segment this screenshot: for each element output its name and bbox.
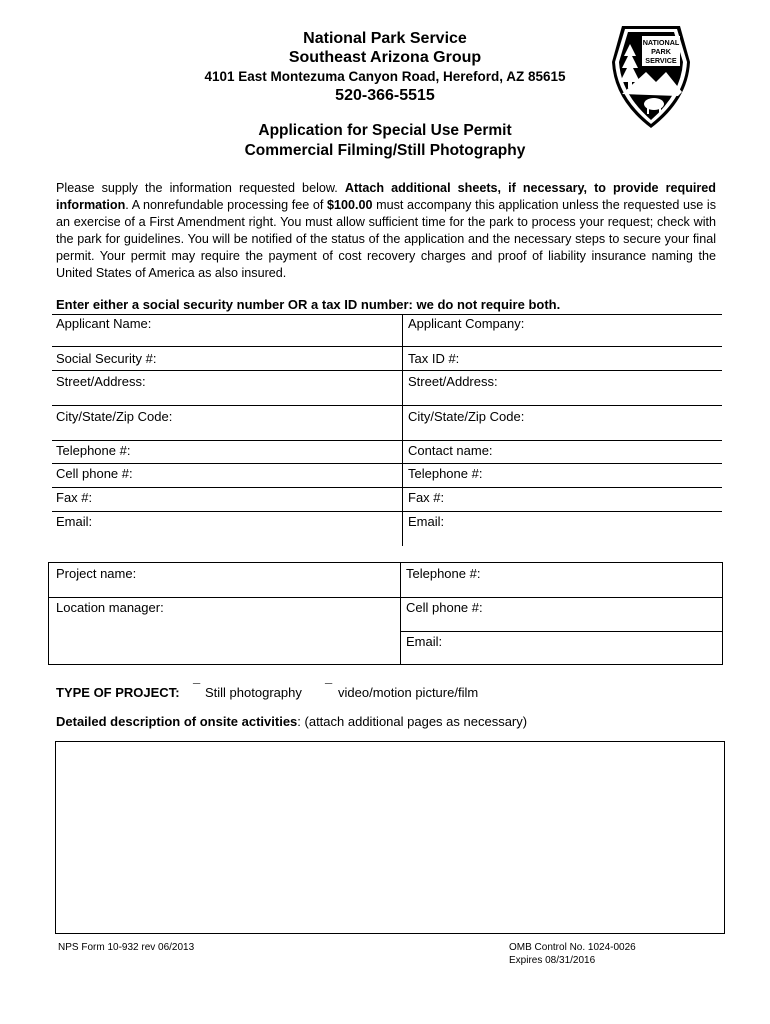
applicant-company-field[interactable]: Applicant Company: [408,316,525,331]
description-label-bold: Detailed description of onsite activities [56,714,298,729]
description-textarea[interactable] [55,741,725,934]
social-security-field[interactable]: Social Security #: [56,351,157,366]
phone-number: 520-366-5515 [335,87,435,104]
applicant-name-field[interactable]: Applicant Name: [56,316,152,331]
email-right-field[interactable]: Email: [408,514,445,529]
processing-fee: $100.00 [326,198,373,212]
ssn-tax-id-note: Enter either a social security number OR a tax ID number: we do not require both. [56,297,561,312]
city-state-zip-right-field[interactable]: City/State/Zip Code: [408,409,525,424]
description-note: : (attach additional pages as necessary) [297,714,528,729]
project-name-field[interactable]: Project name: [56,566,137,581]
telephone-left-field[interactable]: Telephone #: [56,443,131,458]
logo-text-park: PARK [651,47,671,56]
city-state-zip-left-field[interactable]: City/State/Zip Code: [56,409,173,424]
video-film-option: video/motion picture/film [338,685,479,700]
tax-id-field[interactable]: Tax ID #: [408,351,460,366]
intro-text-1: Please supply the information requested below. [56,181,345,195]
intro-text-2: . A nonrefundable processing fee of [125,198,327,212]
contact-name-field[interactable]: Contact name: [408,443,493,458]
project-telephone-field[interactable]: Telephone #: [406,566,481,581]
nps-arrowhead-icon [610,22,692,130]
street-address-left-field[interactable]: Street/Address: [56,374,146,389]
telephone-right-field[interactable]: Telephone #: [408,466,483,481]
fax-left-field[interactable]: Fax #: [56,490,93,505]
project-email-field[interactable]: Email: [406,634,443,649]
project-cell-phone-field[interactable]: Cell phone #: [406,600,483,615]
video-film-checkbox[interactable]: ¯ [325,681,333,696]
form-title: Application for Special Use Permit [258,122,512,139]
agency-name: National Park Service [303,30,467,47]
fax-right-field[interactable]: Fax #: [408,490,445,505]
description-label [56,714,527,729]
omb-control-number: OMB Control No. 1024-0026 [509,942,636,953]
instructions-paragraph [56,180,716,282]
still-photography-option: Still photography [205,685,302,700]
street-address-right-field[interactable]: Street/Address: [408,374,498,389]
logo-text-national: NATIONAL [642,38,680,47]
form-number: NPS Form 10-932 rev 06/2013 [58,942,195,953]
address: 4101 East Montezuma Canyon Road, Hereford, AZ 85615 [204,69,566,84]
still-photography-checkbox[interactable]: ¯ [193,681,201,696]
logo-text-service: SERVICE [645,56,677,65]
location-manager-field[interactable]: Location manager: [56,600,164,615]
intro-bold-attach: Attach additional sheets, if necessary, to provide required information [56,181,717,212]
intro-text-3: must accompany this application unless the requested use is an exercise of a First Amendment right. You must allow sufficient time for the park to process your request; check with the park for guidelines. You will be notified of the status of the application and the necessary steps to secure your final permit. Your permit may require the payment of cost recovery charges and proof of liability insurance naming the United States of America as also insured. [56,198,716,280]
email-left-field[interactable]: Email: [56,514,93,529]
cell-phone-left-field[interactable]: Cell phone #: [56,466,133,481]
type-of-project-label: TYPE OF PROJECT: [56,685,180,700]
form-subtitle: Commercial Filming/Still Photography [244,142,526,159]
group-name: Southeast Arizona Group [288,49,482,66]
expiration-date: Expires 08/31/2016 [509,955,596,966]
